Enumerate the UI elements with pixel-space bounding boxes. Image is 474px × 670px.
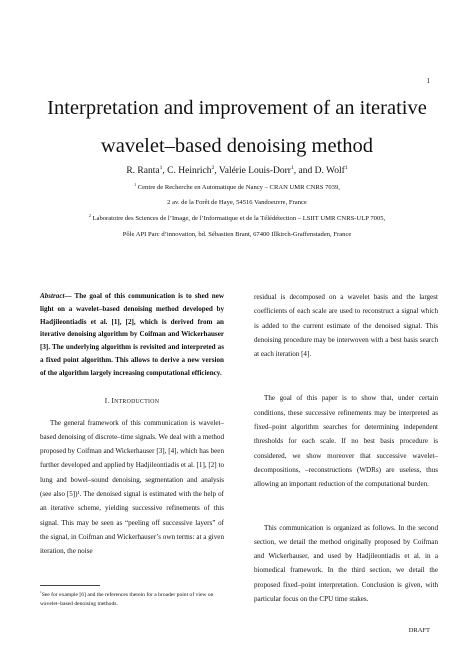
title-line-1: Interpretation and improvement of an iterative bbox=[47, 97, 427, 119]
author-3: , Valérie Louis-Dorr bbox=[214, 166, 291, 176]
affiliation-1-line-2: 2 av. de la Forêt de Haye, 54516 Vandoeuvre, France bbox=[167, 199, 307, 206]
affiliation-2-mark: 2 bbox=[88, 212, 91, 218]
author-2: , C. Heinrich bbox=[162, 166, 212, 176]
footnote-mark: 1 bbox=[40, 590, 42, 595]
author-4-mark: 1 bbox=[344, 164, 348, 171]
footnote-rule bbox=[40, 585, 100, 586]
affiliation-2-line-1 bbox=[0, 214, 474, 224]
right-paragraph-1: residual is decomposed on a wavelet basis and the largest coefficients of each scale are used to reconstruct a signal which is added to the current estimate of the denoised signal. This denoising procedure may be interwoven with a best basis search at each iteration [4]. bbox=[254, 293, 438, 359]
abstract-lead: Abstract bbox=[40, 292, 65, 300]
footnote-text: See for example [6] and the references therein for a broader point of view on wavelet–based denoising methods. bbox=[40, 592, 214, 607]
affiliation-1-text: Centre de Recherche en Automatique de Nancy – CRAN UMR CNRS 7039, bbox=[137, 184, 340, 191]
right-paragraph-2: The goal of this paper is to show that, under certain conditions, these successive refinements may be interpreted as fixed–point algorithm searches for determining independent thresholds for each scale. If no best basis procedure is considered, we show moreover that successive wavelet–decompositions, –reconstructions (WDRs) are useless, thus allowing an important reduction of the computational burden. bbox=[254, 394, 438, 489]
author-1-mark: 1 bbox=[159, 164, 163, 171]
author-4: , and D. Wolf bbox=[293, 166, 345, 176]
footnote bbox=[40, 591, 224, 609]
affiliation-1-line-1 bbox=[0, 183, 474, 193]
author-2-mark: 2 bbox=[211, 164, 215, 171]
section-heading-introduction bbox=[40, 397, 224, 405]
left-column bbox=[40, 290, 224, 559]
abstract bbox=[40, 290, 224, 380]
affiliation-2-text: Laboratoire des Sciences de l’Image, de l’Informatique et de la Télédétection – LSIIT UMR CNRS-ULP 7005, bbox=[92, 215, 386, 222]
right-column bbox=[254, 290, 438, 606]
title-line-2: wavelet–based denoising method bbox=[100, 135, 374, 157]
author-list bbox=[0, 166, 474, 176]
section-numeral: I. I bbox=[104, 396, 115, 405]
intro-paragraph: The general framework of this communication is wavelet–based denoising of discrete–time signals. We deal with a method proposed by Coifman and Wickerhauser [3], [4], which has been further developed and applied by Hadjileontiadis et al. [1], [2] to lung and bowel–sound denoising, segmentation and analysis (see also [5])¹. The denoised signal is estimated with the help of an iterative scheme, yielding successive refinements of this signal. This may be seen as “peeling off successive layers” of the signal, in Coifman and Wickerhauser’s own terms: at a given iteration, the noise bbox=[40, 418, 224, 556]
page-number: 1 bbox=[426, 77, 430, 85]
right-paragraph-3: This communication is organized as follows. In the second section, we detail the method originally proposed by Coifman and Wickerhauser, and used by Hadjileontiadis et al. in a biomedical framework. In the third section, we detail the proposed fixed–point interpretation. Conclusion is given, with particular focus on the CPU time stakes. bbox=[254, 523, 438, 604]
author-3-mark: 1 bbox=[290, 164, 294, 171]
section-title-rest: NTRODUCTION bbox=[114, 398, 160, 405]
affiliation-2-line-2: Pôle API Parc d’innovation, bd. Sébastien Brant, 67400 Illkirch-Graffenstaden, France bbox=[122, 231, 352, 238]
affiliation-1-mark: 1 bbox=[134, 181, 137, 187]
paper-title bbox=[0, 89, 474, 165]
author-1: R. Ranta bbox=[126, 166, 160, 176]
abstract-text: — The goal of this communication is to shed new light on a wavelet–based denoising method developed by Hadjileontiadis et al. [1], [2], which is derived from an iterative denoising algorithm by Coifman and Wickerhauser [3]. The underlying algorithm is revisited and interpreted as a fixed point algorithm. This allows to derive a new version of the algorithm largely increasing computational efficiency. bbox=[40, 292, 224, 377]
draft-label: DRAFT bbox=[408, 627, 430, 634]
